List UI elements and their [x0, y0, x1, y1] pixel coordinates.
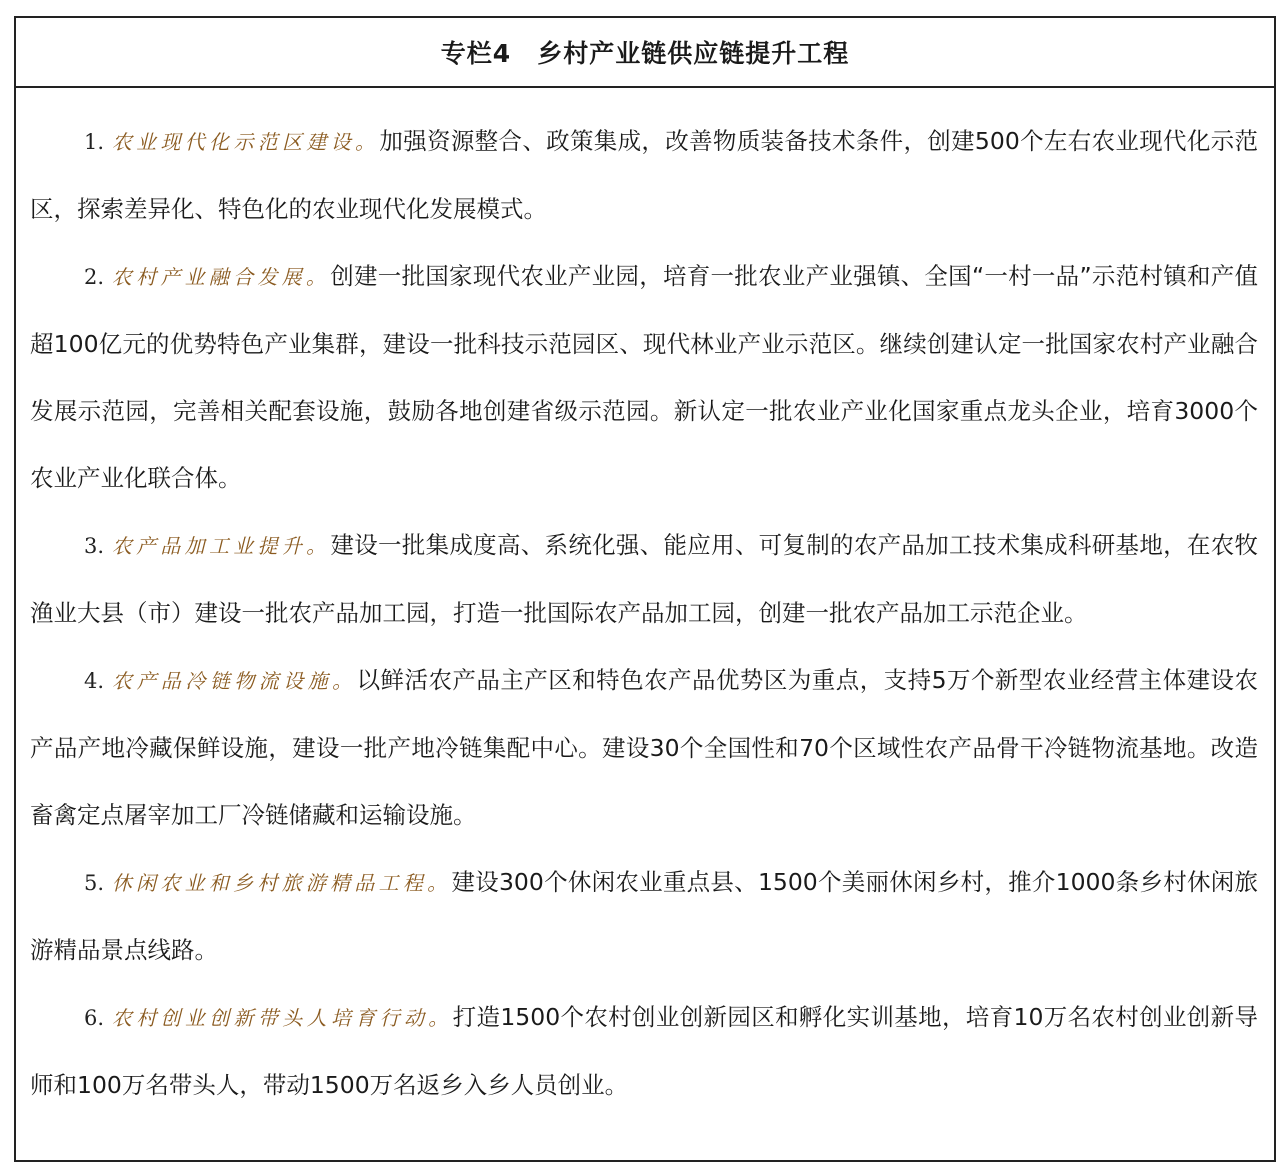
- item-text: 建设300个休闲农业重点县、1500个美丽休闲乡村，推介1000条乡村休闲旅游精品景点线路。: [30, 868, 1258, 964]
- item-text: 建设一批集成度高、系统化强、能应用、可复制的农产品加工技术集成科研基地，在农牧渔业大县（市）建设一批农产品加工园，打造一批国际农产品加工园，创建一批农产品加工示范企业。: [30, 531, 1258, 627]
- item-text: 打造1500个农村创业创新园区和孵化实训基地，培育10万名农村创业创新导师和100万名带头人，带动1500万名返乡入乡人员创业。: [30, 1003, 1258, 1099]
- list-item: [30, 243, 1258, 512]
- column-title: 专栏4 乡村产业链供应链提升工程: [440, 39, 850, 68]
- column-header: [16, 18, 1274, 88]
- item-number: 4.: [84, 669, 105, 693]
- list-item: [30, 108, 1258, 243]
- item-text: 创建一批国家现代农业产业园，培育一批农业产业强镇、全国“一村一品”示范村镇和产值超100亿元的优势特色产业集群，建设一批科技示范园区、现代林业产业示范区。继续创建认定一批国家农村产业融合发展示范园，完善相关配套设施，鼓励各地创建省级示范园。新认定一批农业产业化国家重点龙头企业，培育3000个农业产业化联合体。: [30, 262, 1259, 492]
- list-item: [30, 849, 1258, 984]
- item-text: 以鲜活农产品主产区和特色农产品优势区为重点，支持5万个新型农业经营主体建设农产品产地冷藏保鲜设施，建设一批产地冷链集配中心。建设30个全国性和70个区域性农产品骨干冷链物流基地。改造畜禽定点屠宰加工厂冷链储藏和运输设施。: [30, 666, 1258, 829]
- item-heading: 农村创业创新带头人培育行动。: [111, 1006, 453, 1030]
- item-number: 1.: [84, 130, 105, 154]
- item-number: 6.: [84, 1006, 105, 1030]
- item-number: 5.: [84, 871, 105, 895]
- item-number: 3.: [84, 534, 105, 558]
- item-heading: 农村产业融合发展。: [111, 265, 331, 289]
- column-content: [16, 88, 1274, 1119]
- list-item: [30, 512, 1258, 647]
- item-number: 2.: [84, 265, 105, 289]
- item-heading: 农业现代化示范区建设。: [111, 130, 380, 154]
- item-heading: 农产品冷链物流设施。: [111, 669, 357, 693]
- list-item: [30, 647, 1258, 849]
- item-heading: 农产品加工业提升。: [111, 534, 331, 558]
- item-heading: 休闲农业和乡村旅游精品工程。: [111, 871, 452, 895]
- list-item: [30, 984, 1258, 1119]
- item-text: 加强资源整合、政策集成，改善物质装备技术条件，创建500个左右农业现代化示范区，探索差异化、特色化的农业现代化发展模式。: [30, 127, 1258, 223]
- column-box: [14, 16, 1276, 1162]
